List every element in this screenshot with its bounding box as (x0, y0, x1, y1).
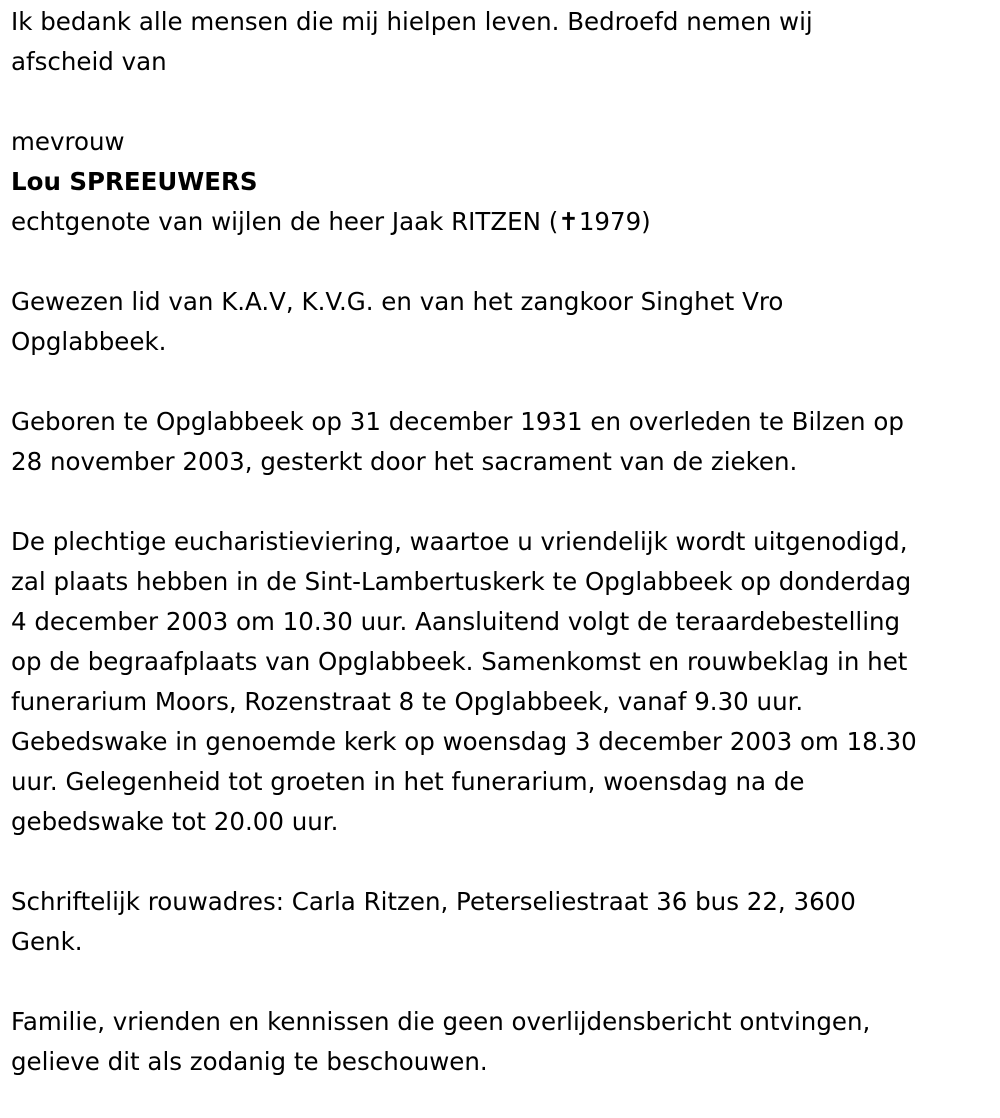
address-line: Schriftelijk rouwadres: Carla Ritzen, Peterseliestraat 36 bus 22, 3600 (11, 887, 856, 916)
ceremony-line: 4 december 2003 om 10.30 uur. Aansluitend volgt de teraardebestelling (11, 607, 901, 636)
ceremony-line: gebedswake tot 20.00 uur. (11, 807, 339, 836)
birth-death-line: Geboren te Opglabbeek op 31 december 1931 en overleden te Bilzen op (11, 407, 904, 436)
ceremony-line: uur. Gelegenheid tot groeten in het funerarium, woensdag na de (11, 767, 805, 796)
intro-line: Ik bedank alle mensen die mij hielpen leven. Bedroefd nemen wij (11, 7, 813, 36)
ceremony-line: funerarium Moors, Rozenstraat 8 te Opglabbeek, vanaf 9.30 uur. (11, 687, 804, 716)
ceremony-line: Gebedswake in genoemde kerk op woensdag 3 december 2003 om 18.30 (11, 727, 917, 756)
closing-line: Familie, vrienden en kennissen die geen overlijdensbericht ontvingen, (11, 1007, 871, 1036)
closing-line: gelieve dit als zodanig te beschouwen. (11, 1047, 488, 1076)
deceased-title: mevrouw (11, 127, 125, 156)
membership-line: Gewezen lid van K.A.V, K.V.G. en van het zangkoor Singhet Vro (11, 287, 784, 316)
membership-paragraph (11, 282, 990, 362)
address-line: Genk. (11, 927, 83, 956)
deceased-name: Lou SPREEUWERS (11, 167, 258, 196)
ceremony-line: De plechtige eucharistieviering, waartoe u vriendelijk wordt uitgenodigd, (11, 527, 908, 556)
closing-paragraph (11, 1002, 990, 1082)
birth-death-paragraph (11, 402, 990, 482)
membership-line: Opglabbeek. (11, 327, 167, 356)
deceased-spouse: echtgenote van wijlen de heer Jaak RITZEN (✝1979) (11, 207, 651, 236)
ceremony-line: zal plaats hebben in de Sint-Lambertuskerk te Opglabbeek op donderdag (11, 567, 912, 596)
ceremony-line: op de begraafplaats van Opglabbeek. Samenkomst en rouwbeklag in het (11, 647, 908, 676)
deceased-block (11, 122, 990, 242)
address-paragraph (11, 882, 990, 962)
intro-line: afscheid van (11, 47, 167, 76)
birth-death-line: 28 november 2003, gesterkt door het sacrament van de zieken. (11, 447, 798, 476)
intro-paragraph (11, 2, 990, 82)
ceremony-paragraph (11, 522, 990, 842)
